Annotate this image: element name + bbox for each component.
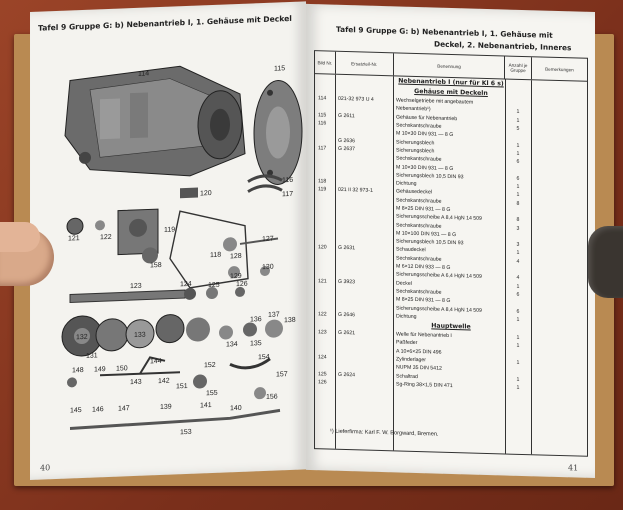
right-page-number: 41: [568, 463, 579, 473]
col-header-ersatzteil: Ersatzteil-Nr.: [336, 52, 394, 76]
cell-bild-nr: [315, 198, 335, 199]
callout-157: 157: [276, 371, 288, 379]
cell-bild-nr: 119: [318, 186, 327, 193]
callout-118: 118: [210, 251, 222, 260]
cell-anzahl: [505, 211, 531, 212]
cell-ersatzteil-nr: [335, 290, 393, 292]
cell-bild-nr: 125: [318, 370, 327, 378]
cell-anzahl: 1: [516, 334, 520, 342]
left-page-number: 40: [40, 463, 51, 473]
cell-benennung: Sicherungsblech 10,5 DIN 93: [396, 238, 464, 247]
callout-128: 128: [229, 252, 242, 261]
cell-ersatzteil-nr: [335, 107, 393, 109]
col-header-bild: Bild Nr.: [315, 51, 336, 74]
cell-ersatzteil-nr: G 3923: [338, 278, 356, 285]
cell-benennung: Sicherungsscheibe A 6,4 HgN 14 509: [396, 271, 482, 281]
cell-benennung: Gehäuse für Nebenantrieb: [396, 114, 458, 122]
cell-anzahl: 8: [516, 217, 520, 224]
cell-anzahl: [505, 270, 531, 271]
cell-anzahl: 1: [516, 376, 520, 383]
cell-bild-nr: [315, 223, 335, 224]
cell-ersatzteil-nr: G 2646: [338, 311, 356, 319]
callout-125: 125: [208, 281, 220, 290]
callout-126: 126: [235, 280, 248, 289]
cell-bild-nr: 116: [318, 120, 327, 127]
cell-benennung: Schaltrad: [396, 373, 418, 380]
cell-ersatzteil-nr: [335, 223, 393, 225]
callout-130: 130: [262, 263, 274, 272]
cell-ersatzteil-nr: [335, 298, 393, 300]
callout-151: 151: [176, 382, 188, 391]
cell-benennung: Sicherungsscheibe A 8,4 HgN 14 509: [396, 305, 482, 314]
cell-ersatzteil-nr: [335, 207, 393, 209]
cell-benennung: Sicherungsscheibe A 8,4 HgN 14 509: [396, 213, 482, 223]
callout-124: 124: [180, 280, 192, 289]
cell-ersatzteil-nr: [335, 240, 393, 242]
callout-154: 154: [258, 353, 270, 362]
cell-benennung: Zylinderlager: [396, 356, 426, 364]
cell-anzahl: 1: [516, 142, 520, 149]
cell-bild-nr: 123: [318, 329, 327, 336]
cell-bild-nr: [315, 165, 335, 166]
cell-bild-nr: [315, 264, 335, 265]
callout-119: 119: [164, 226, 176, 234]
callout-155: 155: [206, 389, 218, 398]
cell-bild-nr: [315, 297, 335, 298]
left-page: [30, 1, 306, 480]
callout-144: 144: [150, 357, 162, 366]
cell-benennung: Sechskantschraube: [396, 222, 442, 230]
cell-benennung: Sechskantschraube: [396, 197, 442, 205]
col-header-anzahl: Anzahl je Gruppe: [505, 56, 532, 79]
cell-bild-nr: 117: [318, 145, 327, 152]
cell-ersatzteil-nr: [335, 257, 393, 259]
cell-ersatzteil-nr: [335, 198, 393, 200]
cell-benennung: Wechselgetriebe mit angebautem: [396, 97, 474, 106]
parts-table-body: [315, 74, 587, 456]
callout-140: 140: [229, 404, 242, 413]
cell-anzahl: [505, 170, 531, 171]
cell-anzahl: 3: [516, 241, 520, 249]
cell-benennung: Sicherungsblech: [396, 147, 435, 155]
cell-benennung: M 10×100 DIN 931 — 8 G: [396, 230, 457, 239]
cell-benennung: M 8×25 DIN 931 — 8 G: [396, 205, 451, 213]
cell-bild-nr: [315, 206, 335, 207]
cell-benennung: Deckel: [396, 280, 412, 287]
right-page-header-line2: Deckel, 2. Nebenantrieb, Inneres: [434, 39, 572, 53]
cell-anzahl: [505, 137, 531, 138]
callout-132: 132: [76, 333, 88, 342]
cell-anzahl: 1: [516, 316, 520, 323]
cell-ersatzteil-nr: [335, 358, 393, 360]
right-page: [306, 4, 595, 478]
cell-benennung: NUPM 35 DIN 5412: [396, 364, 442, 373]
cell-anzahl: 1: [516, 192, 520, 199]
callout-115: 115: [274, 65, 286, 73]
section-subtitle-gehaeuse: Gehäuse mit Deckeln: [414, 87, 488, 98]
callout-152: 152: [204, 361, 216, 370]
cell-bild-nr: [315, 306, 335, 307]
callout-147: 147: [118, 405, 130, 413]
cell-anzahl: 8: [516, 200, 520, 207]
cell-ersatzteil-nr: G 2611: [338, 112, 355, 120]
callout-145: 145: [70, 407, 82, 415]
cell-ersatzteil-nr: [335, 341, 393, 343]
callout-120: 120: [200, 190, 212, 198]
cell-bild-nr: [315, 132, 335, 133]
cell-anzahl: 4: [516, 258, 520, 265]
callout-121: 121: [68, 235, 80, 243]
cell-anzahl: [505, 236, 531, 237]
cell-benennung: Nebenantrieb¹): [396, 105, 431, 113]
parts-table: [314, 50, 588, 457]
thumb: [0, 222, 40, 252]
cell-bild-nr: [315, 239, 335, 240]
callout-136: 136: [250, 316, 262, 324]
callout-139: 139: [160, 403, 172, 412]
cell-bild-nr: [315, 231, 335, 232]
cell-ersatzteil-nr: [335, 383, 393, 385]
cell-benennung: M 10×30 DIN 931 — 8 G: [396, 163, 454, 172]
col-header-bemerkungen: Bemerkungen: [545, 66, 574, 72]
callout-137: 137: [268, 311, 280, 319]
section-title-hauptwelle: Hauptwelle: [431, 322, 471, 331]
cell-bild-nr: [315, 256, 335, 257]
cell-anzahl: 1: [516, 183, 520, 190]
cell-anzahl: [505, 354, 531, 355]
callout-142: 142: [158, 377, 170, 386]
callout-146: 146: [92, 406, 104, 414]
cell-benennung: Sicherungsblech: [396, 139, 435, 147]
callout-153: 153: [180, 428, 192, 437]
cell-benennung: M 8×25 DIN 931 — 8 G: [396, 296, 451, 305]
cell-benennung: Sg-Ring 38×1,5 DIN 471: [396, 381, 453, 389]
callout-156: 156: [266, 393, 278, 401]
callout-158: 158: [150, 261, 162, 270]
cell-anzahl: 6: [516, 291, 520, 298]
callout-141: 141: [200, 402, 212, 410]
callout-135: 135: [250, 340, 262, 348]
cell-bild-nr: 126: [318, 379, 327, 386]
cell-benennung: M 10×30 DIN 931 — 8 G: [396, 130, 454, 139]
cell-bild-nr: [315, 349, 335, 350]
callout-148: 148: [72, 366, 84, 375]
cell-bild-nr: 122: [318, 311, 327, 318]
callout-114: 114: [138, 70, 150, 78]
cell-bild-nr: [315, 107, 335, 108]
cell-ersatzteil-nr: G 2636: [338, 137, 356, 144]
cell-ersatzteil-nr: G 2624: [338, 371, 356, 378]
callout-134: 134: [226, 341, 238, 349]
cell-ersatzteil-nr: [335, 124, 393, 126]
cell-ersatzteil-nr: [335, 157, 393, 159]
callout-122: 122: [100, 233, 112, 242]
cell-ersatzteil-nr: [335, 132, 393, 134]
callout-123: 123: [130, 282, 142, 291]
cell-anzahl: 1: [516, 117, 520, 124]
cell-anzahl: [505, 104, 531, 105]
cell-ersatzteil-nr: [335, 165, 393, 167]
cell-bild-nr: [315, 214, 335, 215]
cell-ersatzteil-nr: [335, 366, 393, 368]
housing-cover-illustration: [254, 80, 302, 186]
cell-bild-nr: [315, 289, 335, 290]
cell-ersatzteil-nr: [335, 182, 393, 184]
cell-anzahl: 6: [516, 308, 520, 315]
cell-ersatzteil-nr: 021-32 973 U 4: [338, 95, 374, 103]
callout-138: 138: [284, 316, 296, 325]
callout-131: 131: [86, 352, 98, 360]
cell-benennung: Sicherungsblech 10,5 DIN 93: [396, 172, 464, 181]
cell-anzahl: [505, 303, 531, 304]
callout-143: 143: [130, 378, 142, 387]
cell-ersatzteil-nr: [335, 232, 393, 234]
callout-116: 116: [282, 176, 294, 185]
cell-bild-nr: [315, 140, 335, 141]
cell-anzahl: 6: [516, 159, 520, 166]
cell-anzahl: [505, 371, 531, 372]
cell-ersatzteil-nr: [335, 215, 393, 217]
cell-bild-nr: [315, 273, 335, 274]
cell-anzahl: 1: [516, 384, 520, 391]
cell-bild-nr: [315, 156, 335, 157]
col-header-benennung: Benennung: [394, 53, 505, 78]
cell-ersatzteil-nr: [335, 273, 393, 275]
cell-benennung: A 10×6×25 DIN 496: [396, 348, 442, 356]
section-title-nebenantrieb: Nebenantrieb I (nur für Kl 6 s): [398, 77, 504, 88]
callout-129: 129: [229, 272, 242, 281]
cell-anzahl: 1: [516, 283, 520, 290]
cell-ersatzteil-nr: [335, 306, 393, 308]
cell-bild-nr: 124: [318, 354, 327, 361]
cell-anzahl: 6: [516, 175, 520, 182]
cell-bild-nr: [315, 341, 335, 342]
cell-bild-nr: 120: [318, 244, 327, 251]
cell-ersatzteil-nr: G 2621: [338, 329, 356, 337]
right-page-header-line1: Tafel 9 Gruppe G: b) Nebenantrieb I, 1. Gehäuse mit: [336, 24, 553, 40]
cell-anzahl: 3: [516, 225, 520, 232]
cell-anzahl: 1: [516, 250, 520, 257]
left-page-header: Tafel 9 Gruppe G: b) Nebenantrieb I, 1. Gehäuse mit Deckel: [38, 13, 292, 33]
cell-ersatzteil-nr: [335, 349, 393, 351]
callout-127: 127: [262, 235, 274, 244]
cell-bild-nr: 118: [318, 178, 327, 185]
cell-bild-nr: 114: [318, 95, 327, 102]
cell-anzahl: 4: [516, 275, 520, 282]
callout-117: 117: [282, 190, 294, 199]
cell-benennung: Sechskantschraube: [396, 288, 442, 296]
cell-anzahl: 1: [516, 150, 520, 157]
cell-benennung: Paßfeder: [396, 339, 418, 347]
cell-benennung: M 6×12 DIN 933 — 8 G: [396, 263, 451, 272]
cell-ersatzteil-nr: 021 II 32 973-1: [338, 187, 373, 195]
cell-benennung: Welle für Nebenantrieb I: [396, 331, 452, 340]
cell-benennung: Dichtung: [396, 313, 417, 320]
cell-ersatzteil-nr: G 2637: [338, 145, 356, 153]
cell-benennung: Sechskantschraube: [396, 122, 442, 130]
exploded-parts-drawing: [30, 31, 306, 452]
cell-anzahl: 1: [516, 109, 520, 116]
cell-ersatzteil-nr: [335, 174, 393, 176]
dark-object-right: [588, 226, 623, 298]
cell-anzahl: 1: [516, 343, 520, 350]
cell-benennung: Sechskantschraube: [396, 155, 442, 163]
cell-bild-nr: 115: [318, 111, 327, 119]
cell-anzahl: 1: [516, 359, 520, 366]
footnote: ¹) Lieferfirma: Karl F. W. Borgward, Bremen.: [330, 428, 439, 438]
cell-bild-nr: [315, 366, 335, 367]
callout-149: 149: [94, 366, 106, 374]
cell-bild-nr: [315, 173, 335, 174]
cell-benennung: Dichtung: [396, 180, 417, 188]
cell-anzahl: 5: [516, 125, 520, 132]
gear-housing-illustration: [65, 64, 245, 181]
cell-ersatzteil-nr: G 2631: [338, 245, 356, 252]
callout-133: 133: [134, 331, 146, 340]
cell-benennung: Schaudeckel: [396, 246, 426, 254]
cell-ersatzteil-nr: [335, 265, 393, 267]
callout-150: 150: [116, 365, 128, 373]
cell-benennung: Sechskantschraube: [396, 255, 442, 263]
cell-benennung: Gehäusedeckel: [396, 188, 433, 196]
cell-bild-nr: 121: [318, 277, 327, 285]
